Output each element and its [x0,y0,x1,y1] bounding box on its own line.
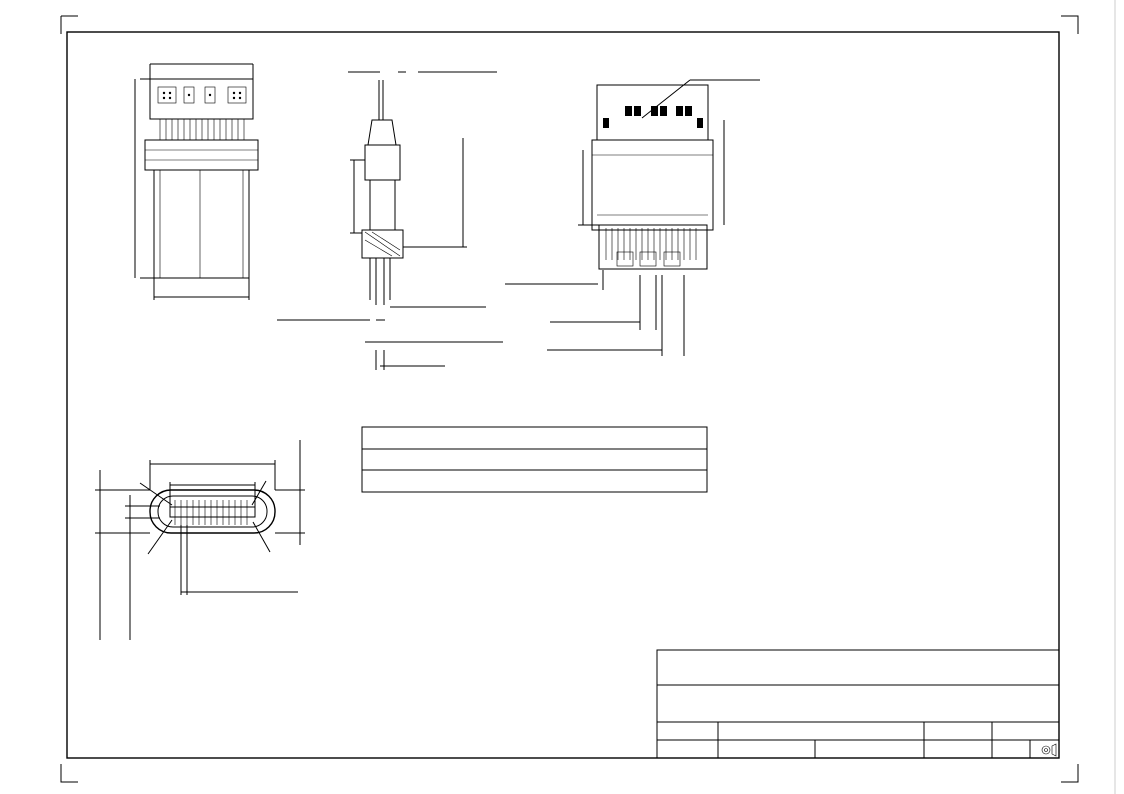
side-view [0,0,503,370]
front-view [0,0,760,356]
corner-marks [61,16,1078,782]
projection-symbol-icon [1042,744,1056,756]
section-view [95,440,305,640]
top-view [126,64,258,300]
drawing-frame [67,32,1059,758]
variant-table [362,427,707,492]
title-block [657,650,1059,758]
